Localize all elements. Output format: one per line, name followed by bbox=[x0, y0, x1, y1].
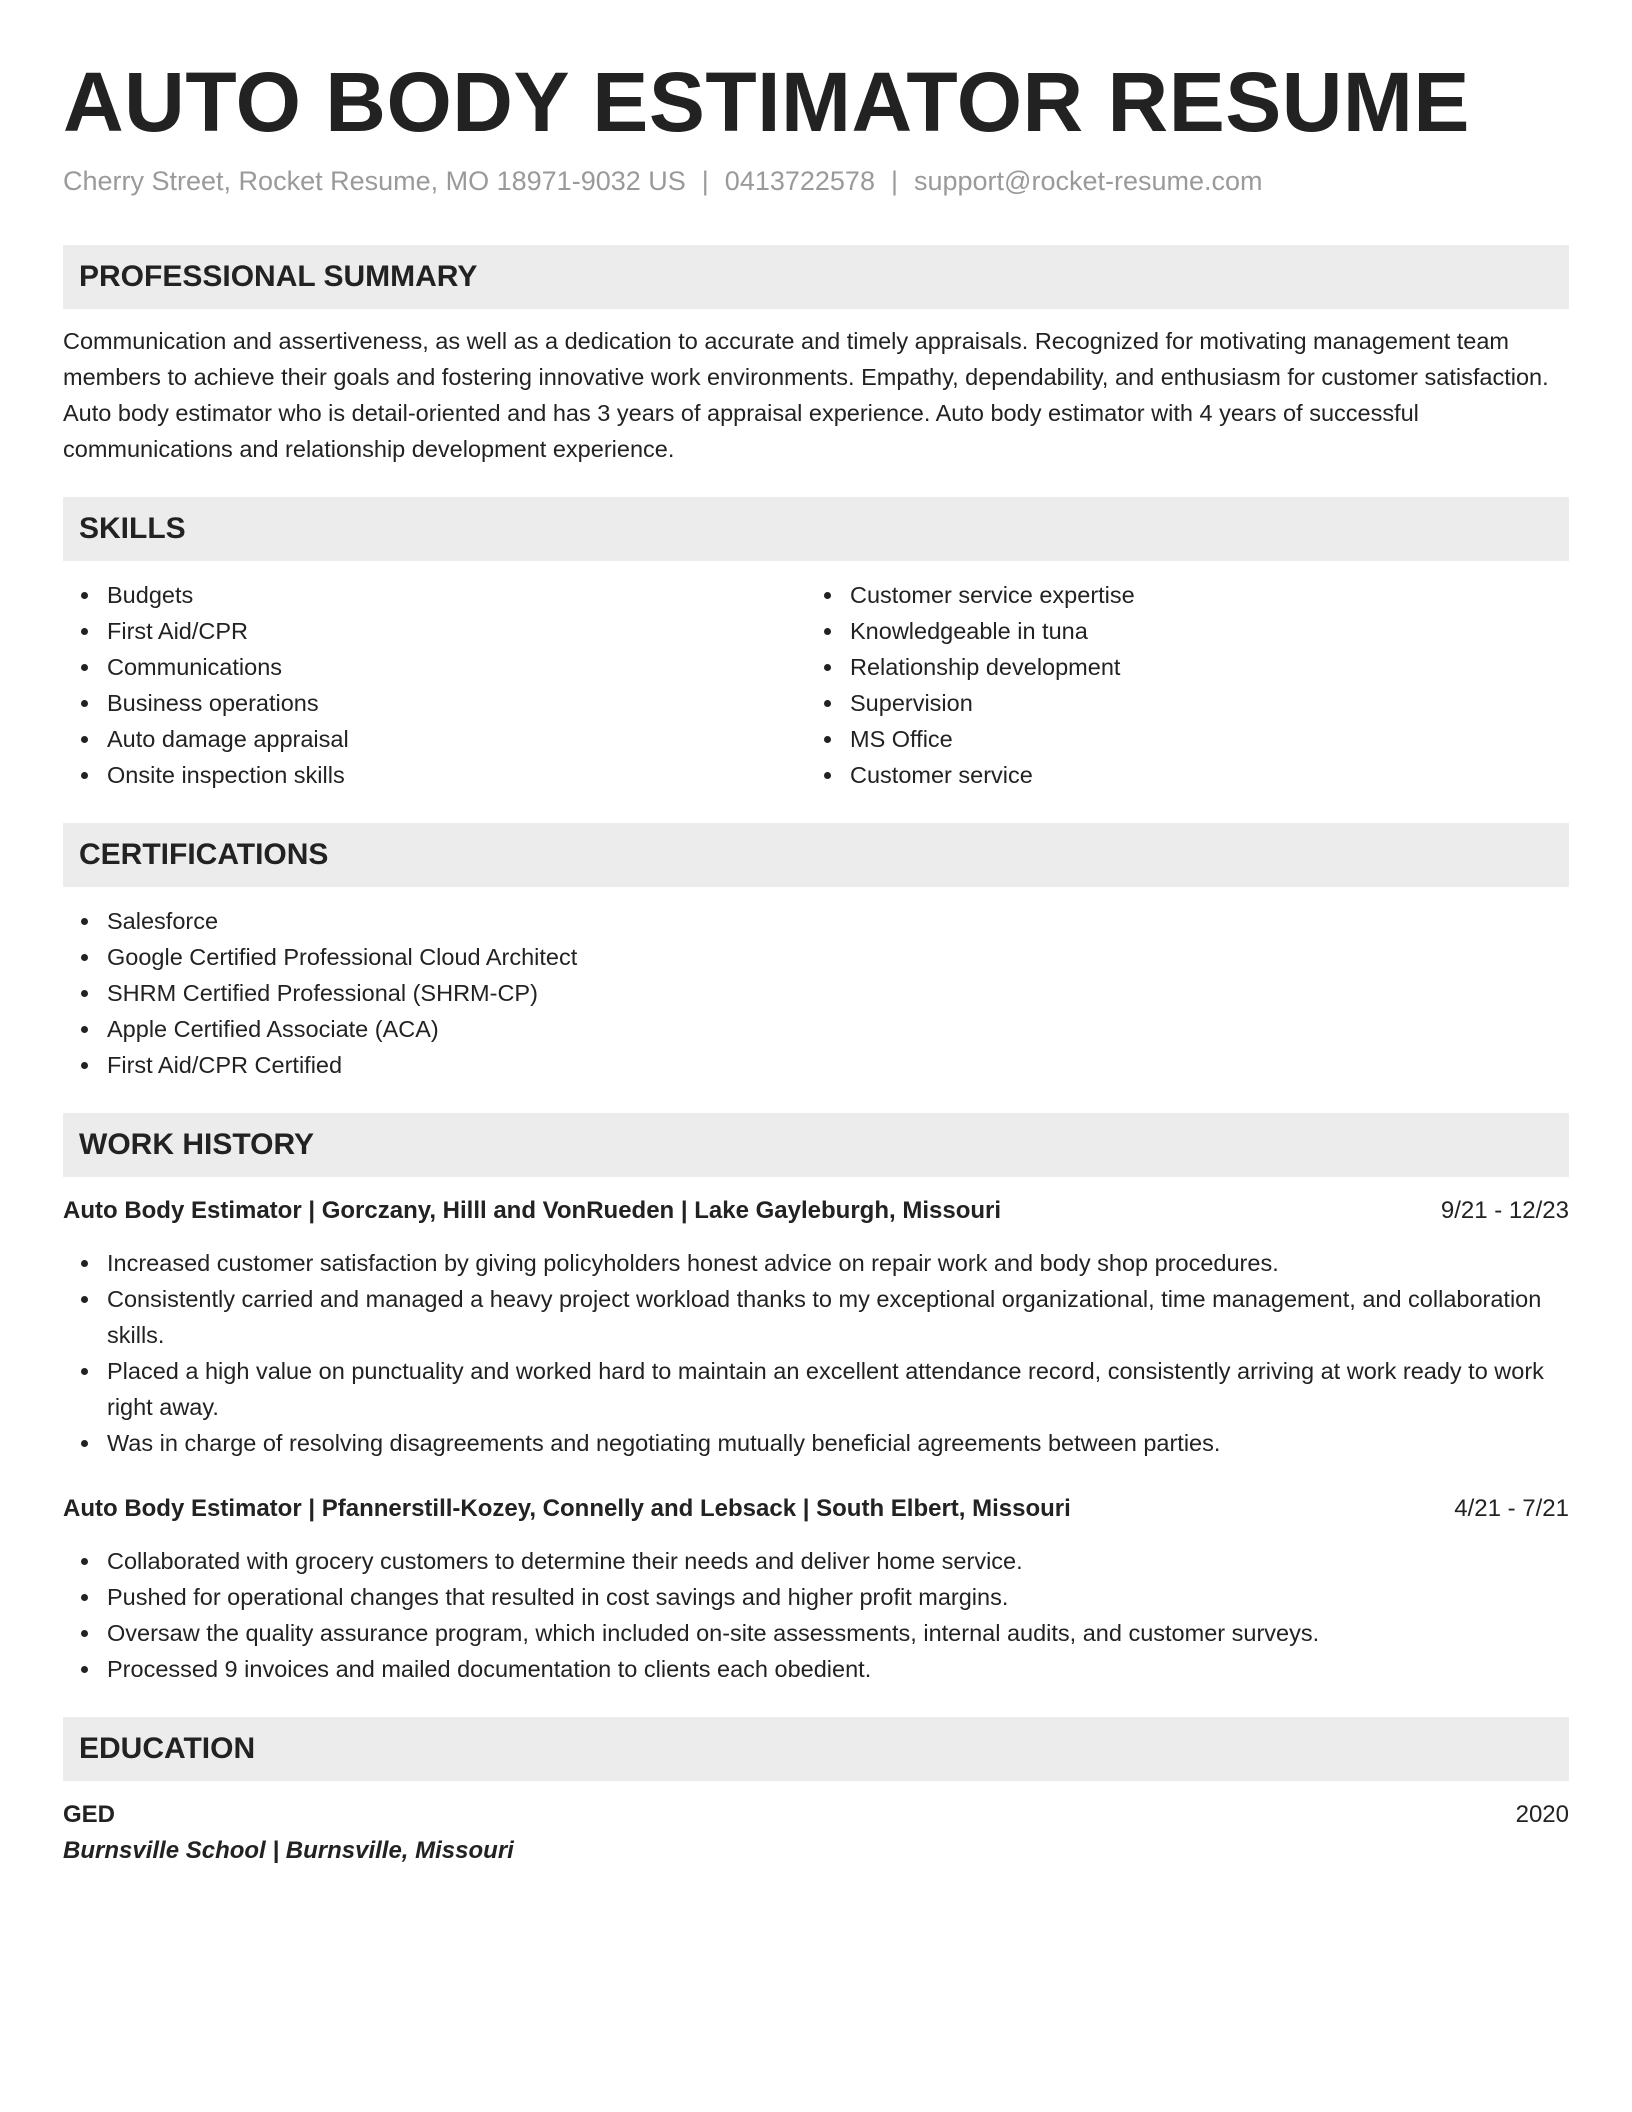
contact-separator: | bbox=[701, 166, 709, 197]
certification-item: SHRM Certified Professional (SHRM-CP) bbox=[63, 975, 1569, 1011]
job-bullets bbox=[63, 1245, 1569, 1461]
job-bullet: Consistently carried and managed a heavy project workload thanks to my exceptional organizational, time management, and collaboration skills. bbox=[63, 1281, 1569, 1353]
skill-item: Knowledgeable in tuna bbox=[806, 613, 1549, 649]
skills-grid bbox=[63, 577, 1569, 793]
section-heading-certifications: CERTIFICATIONS bbox=[63, 823, 1569, 887]
education-year: 2020 bbox=[1515, 1801, 1569, 1829]
skill-item: Onsite inspection skills bbox=[63, 757, 806, 793]
skill-item: MS Office bbox=[806, 721, 1549, 757]
skill-item: Customer service bbox=[806, 757, 1549, 793]
job-bullet: Collaborated with grocery customers to determine their needs and deliver home service. bbox=[63, 1543, 1569, 1579]
skill-item: Customer service expertise bbox=[806, 577, 1549, 613]
contact-phone: 0413722578 bbox=[724, 166, 875, 197]
contact-address: Cherry Street, Rocket Resume, MO 18971-9032 US bbox=[63, 166, 686, 197]
certifications-list bbox=[63, 903, 1569, 1083]
job-entry bbox=[63, 1193, 1569, 1461]
certification-item: Apple Certified Associate (ACA) bbox=[63, 1011, 1569, 1047]
job-bullet: Was in charge of resolving disagreements and negotiating mutually beneficial agreements between parties. bbox=[63, 1425, 1569, 1461]
education-entry bbox=[63, 1797, 1569, 1869]
job-title: Auto Body Estimator | Gorczany, Hilll and VonRueden | Lake Gayleburgh, Missouri bbox=[63, 1197, 1002, 1225]
section-heading-work-history: WORK HISTORY bbox=[63, 1113, 1569, 1177]
job-entry bbox=[63, 1491, 1569, 1687]
skill-item: First Aid/CPR bbox=[63, 613, 806, 649]
education-school: Burnsville School | Burnsville, Missouri bbox=[63, 1837, 514, 1865]
resume-title: AUTO BODY ESTIMATOR RESUME bbox=[63, 55, 1470, 149]
certification-item: First Aid/CPR Certified bbox=[63, 1047, 1569, 1083]
section-heading-skills: SKILLS bbox=[63, 497, 1569, 561]
contact-line bbox=[63, 166, 1569, 197]
skill-item: Auto damage appraisal bbox=[63, 721, 806, 757]
skill-item: Business operations bbox=[63, 685, 806, 721]
job-bullet: Increased customer satisfaction by giving policyholders honest advice on repair work and body shop procedures. bbox=[63, 1245, 1569, 1281]
section-heading-education: EDUCATION bbox=[63, 1717, 1569, 1781]
skills-list-right bbox=[806, 577, 1549, 793]
job-bullets bbox=[63, 1543, 1569, 1687]
job-title: Auto Body Estimator | Pfannerstill-Kozey, Connelly and Lebsack | South Elbert, Missouri bbox=[63, 1495, 1071, 1523]
skills-list-left bbox=[63, 577, 806, 793]
skill-item: Communications bbox=[63, 649, 806, 685]
certification-item: Salesforce bbox=[63, 903, 1569, 939]
contact-email: support@rocket-resume.com bbox=[913, 166, 1263, 197]
job-header bbox=[63, 1491, 1569, 1527]
job-bullet: Placed a high value on punctuality and worked hard to maintain an excellent attendance record, consistently arriving at work ready to work right away. bbox=[63, 1353, 1569, 1425]
section-heading-summary: PROFESSIONAL SUMMARY bbox=[63, 245, 1569, 309]
job-bullet: Oversaw the quality assurance program, which included on-site assessments, internal audits, and customer surveys. bbox=[63, 1615, 1569, 1651]
skill-item: Budgets bbox=[63, 577, 806, 613]
education-degree: GED bbox=[63, 1801, 116, 1829]
contact-separator: | bbox=[890, 166, 898, 197]
job-bullet: Processed 9 invoices and mailed documentation to clients each obedient. bbox=[63, 1651, 1569, 1687]
job-header bbox=[63, 1193, 1569, 1229]
education-header bbox=[63, 1797, 1569, 1833]
skill-item: Supervision bbox=[806, 685, 1549, 721]
certification-item: Google Certified Professional Cloud Architect bbox=[63, 939, 1569, 975]
job-dates: 9/21 - 12/23 bbox=[1440, 1197, 1569, 1225]
summary-text: Communication and assertiveness, as well as a dedication to accurate and timely appraisals. Recognized for motivating management team members to achieve their goals and fostering innovative work environments. Empathy, dependability, and enthusiasm for customer satisfaction. Auto body estimator who is detail-oriented and has 3 years of appraisal experience. Auto body estimator with 4 years of successful communications and relationship development experience. bbox=[63, 328, 1549, 463]
job-dates: 4/21 - 7/21 bbox=[1454, 1495, 1569, 1523]
skill-item: Relationship development bbox=[806, 649, 1549, 685]
job-bullet: Pushed for operational changes that resulted in cost savings and higher profit margins. bbox=[63, 1579, 1569, 1615]
